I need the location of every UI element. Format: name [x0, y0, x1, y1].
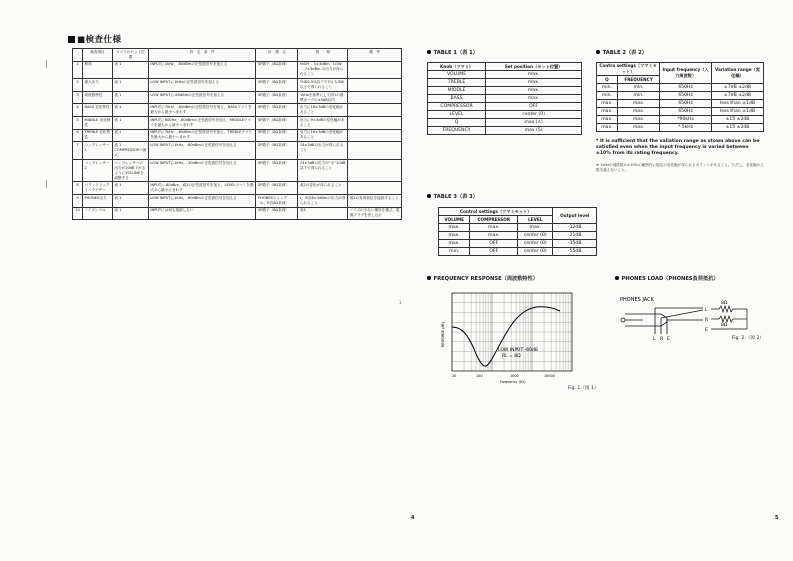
spec-cell: MIDDLE 変化特性: [82, 116, 112, 129]
spec-cell: 1: [73, 61, 83, 79]
spec-cell: [348, 182, 402, 195]
spec-row: [73, 194, 402, 207]
table2-header: Variation range（変化幅）: [711, 63, 763, 84]
spec-cell: [348, 79, 402, 92]
table3: [438, 207, 597, 256]
spec-header: 設 定 条 件: [148, 49, 256, 62]
table2-cell: ±15 ±2dB: [711, 116, 763, 124]
spec-row: [73, 79, 402, 92]
spec-row: [73, 91, 402, 104]
spec-cell: [348, 129, 402, 142]
spec-cell: 表2の変化が得られること: [298, 182, 348, 195]
page-title: [68, 33, 122, 45]
table2-cell: *90kHz: [660, 116, 712, 124]
spec-row: [73, 61, 402, 79]
table2-cell: max.: [597, 116, 618, 124]
spec-cell: コンプレッサー 2: [82, 159, 112, 182]
table3-cell: max.: [518, 224, 553, 232]
table3-cell: center (0): [518, 240, 553, 248]
table2-cell: * 5kHz: [660, 124, 712, 132]
bullet-icon: [427, 194, 431, 198]
x-tick-label: 10000: [544, 374, 555, 378]
spec-cell: HIGH ：5±3dBm LOW ：-7±3dBm の出力が得られること: [298, 61, 348, 79]
table3-cell: max.: [470, 224, 518, 232]
table2-cell: max.: [597, 100, 618, 108]
table3-cell: max.: [439, 224, 470, 232]
table2-cell: ±7dB ±2dB: [711, 84, 763, 92]
graph-annotation-2: RL = 8Ω: [502, 354, 521, 359]
spec-cell: BASS 変化特性: [82, 104, 112, 117]
table3-cell: OFF: [470, 248, 518, 256]
table3-row: [439, 248, 597, 256]
table1-row: [428, 79, 582, 87]
square-bullet-icon: [68, 36, 75, 43]
spec-cell: PHONESジャック（L，R各8Ω負荷）: [256, 194, 298, 207]
spec-cell: SP端子（8Ω負荷）: [256, 142, 298, 160]
table2-cell: 650Hz: [660, 108, 712, 116]
table3-cell: -55dB: [553, 248, 597, 256]
table1-row: [428, 119, 582, 127]
spec-cell: [348, 142, 402, 160]
binding-mark: [46, 180, 48, 188]
bullet-icon: [596, 50, 600, 54]
spec-cell: ノイズの少ない場所を選び，電源プラグを差し込む: [348, 207, 402, 220]
spec-cell: [348, 104, 402, 117]
table3-cell: max.: [439, 232, 470, 240]
table1-cell: TREBLE: [428, 79, 486, 87]
x-tick-label: 20: [452, 374, 457, 378]
table3-title-text: TABLE 3（表 3）: [433, 194, 478, 200]
spec-cell: 利得: [82, 61, 112, 79]
spec-header: 規 格: [298, 49, 348, 62]
spec-cell: 表 1: [112, 79, 148, 92]
spec-cell: THD2.5%以下で3％ 3.5W以上で得られること: [298, 79, 348, 92]
table1-cell: LEVEL: [428, 111, 486, 119]
jack-label: PHONES JACK: [620, 297, 654, 303]
table2-cell: ±7dB ±2dB: [711, 92, 763, 100]
spec-cell: 14±3dBの出力が得られること: [298, 142, 348, 160]
table3-cell: min.: [439, 248, 470, 256]
spec-cell: SP端子（8Ω負荷）: [256, 104, 298, 117]
table2-cell: max.: [617, 108, 659, 116]
spec-cell: コンプレッサーの出力が20dB下がるようにVOLUMEを調整する: [112, 159, 148, 182]
spec-cell: [348, 116, 402, 129]
spec-cell: バランドリック イコライザー: [82, 182, 112, 195]
spec-cell: 23±3dBの出力が“小”10dB以下で得られること: [298, 159, 348, 182]
terminal-label: E: [705, 328, 708, 333]
spec-cell: INPUTに7kHz，-60dBmの正弦波信号を加え，TREBLEツマミを最大から最小へまわす: [148, 129, 256, 142]
spec-cell: SP端子（8Ω負荷）: [256, 79, 298, 92]
table1-title: [427, 49, 478, 56]
spec-cell: ノイズレベル: [82, 207, 112, 220]
table1-cell: BASS: [428, 95, 486, 103]
terminal-label: L: [705, 308, 708, 313]
x-tick-label: 100: [476, 374, 483, 378]
table2-cell: max.: [617, 116, 659, 124]
page-number-left: 4: [411, 515, 415, 521]
table1-cell: max.(∧): [486, 119, 582, 127]
table3-header: COMPRESSOR: [470, 216, 518, 224]
table2-row: [597, 100, 764, 108]
spec-cell: 出力に18±3dBの変化幅があること: [298, 104, 348, 117]
spec-cell: [348, 61, 402, 79]
spec-cell: [348, 91, 402, 104]
graph-xlabel: Frequency (Hz): [500, 380, 526, 384]
table3-header: VOLUME: [439, 216, 470, 224]
spec-cell: 4: [73, 104, 83, 117]
spec-row: [73, 104, 402, 117]
spec-header: 計 測 点: [256, 49, 298, 62]
table1-cell: VOLUME: [428, 71, 486, 79]
table1-cell: MIDDLE: [428, 87, 486, 95]
table2-cell: max.: [597, 124, 618, 132]
spec-cell: 6: [73, 129, 83, 142]
spec-header-row: [73, 49, 402, 62]
table2-cell: max.: [617, 100, 659, 108]
table1-cell: Q: [428, 119, 486, 127]
spec-cell: 表 1: [112, 104, 148, 117]
table1-cell: max.: [486, 95, 582, 103]
table3-cell: max.: [439, 240, 470, 248]
spec-cell: 出力に16±3dBの変化幅があること: [298, 129, 348, 142]
spec-cell: 出力に9±3dBの変化幅があること: [298, 116, 348, 129]
spec-cell: LOW INPUTに1kHzの正弦波信号を加える: [148, 79, 256, 92]
jack-pin-label: L: [653, 337, 656, 342]
table1-row: [428, 127, 582, 135]
inspection-spec-table: [72, 48, 402, 220]
resistor-icon: [711, 306, 747, 329]
freq-response-grid: [452, 293, 572, 371]
table2-cell: min.: [597, 92, 618, 100]
terminal-label: R: [705, 318, 709, 323]
spec-cell: 表 1 COMPRESSOR→最大: [112, 142, 148, 160]
table2-cell: 650Hz: [660, 100, 712, 108]
spec-cell: 3: [73, 91, 83, 104]
table3-row: [439, 240, 597, 248]
table1-header: Set position（セット位置）: [486, 63, 582, 71]
phone-jack-icon: [621, 308, 703, 334]
spec-cell: INPUTに1kHz，-60dBmの正弦波信号を加える: [148, 61, 256, 79]
jack-pin-label: E: [667, 337, 670, 342]
spec-header: ツマミのセット位置: [112, 49, 148, 62]
table3-cell: center (0): [518, 232, 553, 240]
freq-response-title-text: FREQUENCY RESPONSE（周波数特性）: [433, 276, 538, 282]
spec-cell: 5: [73, 116, 83, 129]
table1-cell: COMPRESSOR: [428, 103, 486, 111]
spec-cell: SP端子（8Ω負荷）: [256, 129, 298, 142]
phones-load-title: [615, 275, 719, 282]
spec-row: [73, 159, 402, 182]
table2-header-row: [597, 63, 764, 76]
table3-row: [439, 224, 597, 232]
table1-header: Knob（ツマミ）: [428, 63, 486, 71]
table1-title-text: TABLE 1（表 1）: [433, 50, 478, 56]
spec-header: [73, 49, 83, 62]
table2-row: [597, 124, 764, 132]
table2: [596, 62, 764, 132]
table3-group-header: Control settings（ツマミセット）: [439, 208, 553, 216]
table2-note-ja: ※ 1kHzの周波数の±10%の範囲内に規定の変化幅が得られるポイントがあること。ただし，変化幅の上限を越えないこと。: [596, 163, 764, 172]
spec-cell: L，R各8±3dBmの出力が得られること: [298, 194, 348, 207]
fig1-caption: Fig. 1（図 1）: [568, 386, 599, 391]
table3-cell: OFF: [470, 240, 518, 248]
spec-cell: SP端子（8Ω負荷）: [256, 116, 298, 129]
table1-cell: max.: [486, 71, 582, 79]
table1-row: [428, 71, 582, 79]
table3-cell: -21dB: [553, 232, 597, 240]
table2-cell: min.: [617, 84, 659, 92]
x-tick-label: 1000: [510, 374, 519, 378]
table2-note-en: * It is sufficient that the valiation range as stown above can be satisfied even when the input frequency is varied between ±10% from its rating frequency.: [596, 139, 760, 156]
table2-cell: 650Hz: [660, 92, 712, 100]
table3-header: Output level: [553, 208, 597, 224]
table2-header: Contro settings（ツマミセット）: [597, 63, 660, 76]
spec-cell: PHONES出力: [82, 194, 112, 207]
table1-cell: max.(5): [486, 127, 582, 135]
spec-cell: 表 1: [112, 207, 148, 220]
spec-cell: SP端子（8Ω負荷）: [256, 207, 298, 220]
page-number-right: 5: [775, 515, 779, 521]
spec-cell: LOW INPUTに-60dBmの正弦波信号を加える: [148, 91, 256, 104]
table3-cell: -12dB: [553, 224, 597, 232]
table1-row: [428, 103, 582, 111]
spec-header: 備 考: [348, 49, 402, 62]
spec-row: [73, 207, 402, 220]
spec-header: 検査項目: [82, 49, 112, 62]
spec-row: [73, 116, 402, 129]
table2-cell: min.: [597, 84, 618, 92]
table3-header-row: [439, 208, 597, 216]
table2-cell: max.: [617, 124, 659, 132]
table2-subheader: Q: [597, 76, 618, 84]
spec-cell: 表 1: [112, 61, 148, 79]
spec-cell: 8: [73, 182, 83, 195]
table2-row: [597, 92, 764, 100]
margin-mark: 1: [399, 300, 402, 305]
table2-cell: less than ±1dB: [711, 108, 763, 116]
spec-cell: TREBLE 変化特性: [82, 129, 112, 142]
table2-header: Input frequency（入力周波数）: [660, 63, 712, 84]
spec-cell: 9: [73, 194, 83, 207]
spec-row: [73, 182, 402, 195]
spec-row: [73, 129, 402, 142]
jack-pin-label: R: [660, 337, 664, 342]
bullet-icon: [427, 50, 431, 54]
resistor-value: 8Ω: [721, 323, 728, 328]
freq-response-graph: [438, 287, 588, 387]
spec-cell: 表 1: [112, 91, 148, 104]
phones-load-title-text: PHONES LOAD（PHONES負荷抵抗）: [621, 276, 719, 282]
spec-cell: 図2の負荷抵抗を接続すること: [348, 194, 402, 207]
spec-cell: INPUTに70Hz，-60dBmの正弦波信号を加え，BASSツマミを最大から最小へまわす: [148, 104, 256, 117]
bullet-icon: [615, 276, 619, 280]
table1: [427, 62, 582, 135]
spec-cell: INPUTに-60dBm，表2の正弦波信号を加え，LEVELツマミを最大から最小にまわす: [148, 182, 256, 195]
table3-row: [439, 232, 597, 240]
graph-annotation-1: LOW INPUT -60dB: [498, 348, 538, 353]
table3-cell: center (0): [518, 248, 553, 256]
table2-row: [597, 116, 764, 124]
table1-cell: OFF: [486, 103, 582, 111]
spec-cell: SP端子（8Ω負荷）: [256, 61, 298, 79]
spec-cell: SP端子（8Ω負荷）: [256, 182, 298, 195]
spec-cell: 周波数特性: [82, 91, 112, 104]
graph-ylabel: RESPONSE (dB): [441, 322, 445, 347]
spec-cell: 表 1: [112, 129, 148, 142]
page-title-text: ■検査仕様: [77, 35, 122, 45]
table1-cell: max.: [486, 79, 582, 87]
spec-cell: [348, 159, 402, 182]
spec-row: [73, 142, 402, 160]
table2-title: [596, 49, 647, 56]
spec-cell: INPUTに800Hz，-60dBmの正弦波信号を加え，MIDDLEツマミを最大から最小へまわす: [148, 116, 256, 129]
spec-cell: 10: [73, 207, 83, 220]
table2-cell: less than ±1dB: [711, 100, 763, 108]
spec-cell: 7: [73, 142, 83, 160]
resistor-value: 8Ω: [721, 301, 728, 306]
table1-row: [428, 95, 582, 103]
freq-response-title: [427, 275, 538, 282]
spec-cell: コンプレッサー 1: [82, 142, 112, 160]
table1-header-row: [428, 63, 582, 71]
table1-row: [428, 87, 582, 95]
spec-cell: LOW INPUTに1kHz，-60dBmの正弦波信号を加える: [148, 142, 256, 160]
table2-cell: min.: [617, 92, 659, 100]
spec-cell: SP端子（8Ω負荷）: [256, 159, 298, 182]
spec-cell: INPUTには何も接続しない: [148, 207, 256, 220]
spec-cell: 表3: [298, 207, 348, 220]
table1-cell: FREQUENCY: [428, 127, 486, 135]
table1-cell: center (0): [486, 111, 582, 119]
spec-cell: 2: [73, 79, 83, 92]
spec-cell: 1kHzを基準にして図1の基準カーブの±5dB以内: [298, 91, 348, 104]
spec-cell: LOW INPUTに1kHz，-60dBmの正弦波信号を加える: [148, 194, 256, 207]
spec-cell: LOW INPUTに1kHz，-30dBmの正弦波信号を加える: [148, 159, 256, 182]
spec-cell: 表 1: [112, 194, 148, 207]
spec-cell: 最大出力: [82, 79, 112, 92]
fig2-caption: Fig. 2.（図 2）: [732, 336, 764, 341]
spec-cell: 表 1: [112, 116, 148, 129]
table2-cell: ±15 ±2dB: [711, 124, 763, 132]
spec-cell: [73, 159, 83, 182]
table3-title: [427, 193, 478, 200]
table2-cell: 650Hz: [660, 84, 712, 92]
table1-cell: max.: [486, 87, 582, 95]
table3-cell: -35dB: [553, 240, 597, 248]
table2-subheader: FREQUENCY: [617, 76, 659, 84]
bullet-icon: [427, 276, 431, 280]
table2-cell: max.: [597, 108, 618, 116]
table2-row: [597, 108, 764, 116]
table2-title-text: TABLE 2（表 2）: [602, 50, 647, 56]
table3-header: LEVEL: [518, 216, 553, 224]
spec-cell: 表 1: [112, 182, 148, 195]
table2-row: [597, 84, 764, 92]
table1-row: [428, 111, 582, 119]
spec-cell: SP端子（8Ω負荷）: [256, 91, 298, 104]
binding-mark: [46, 60, 48, 68]
table3-cell: max.: [470, 232, 518, 240]
